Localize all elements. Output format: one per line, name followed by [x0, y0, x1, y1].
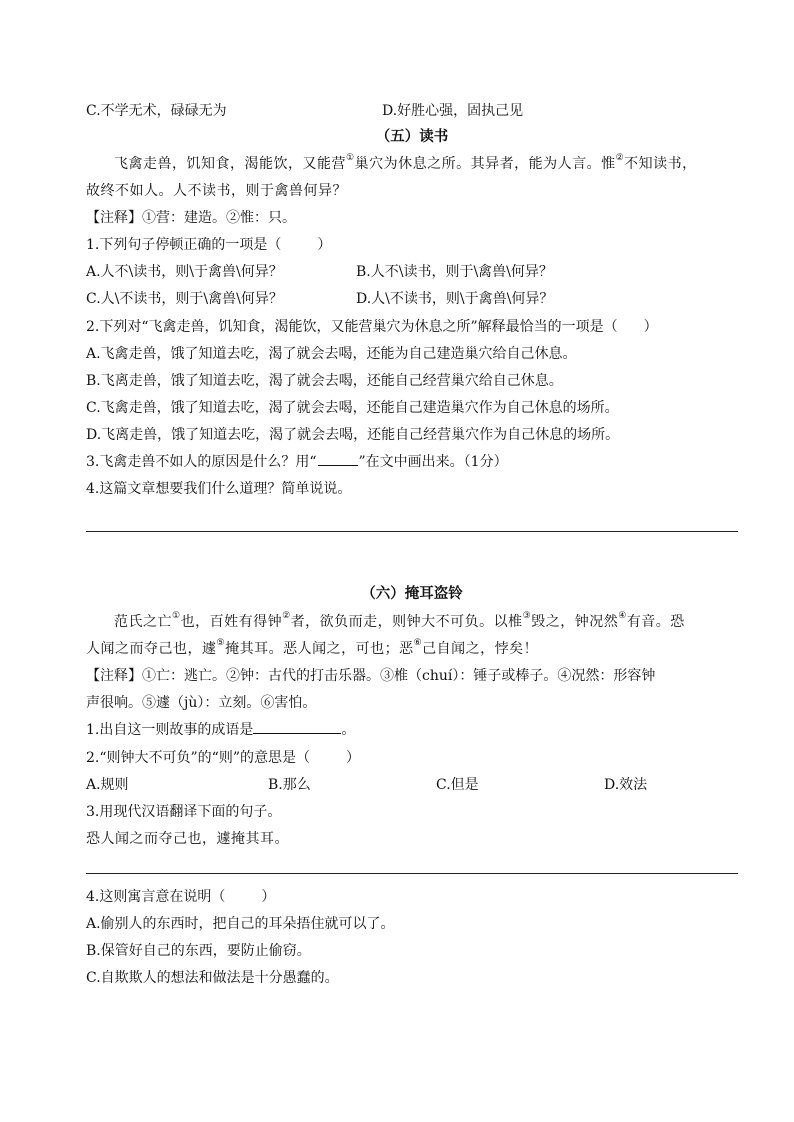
q6-4-option-c: C.自欺欺人的想法和做法是十分愚蠢的。	[86, 970, 339, 986]
q5-1-option-a: A.人不\读书，则\于禽兽\何异？	[86, 264, 283, 280]
question-5-2: 2.下列对“飞禽走兽，饥知食，渴能饮，又能营巢穴为休息之所”解释最恰当的一项是（ ）	[86, 319, 658, 335]
section-title-6: （六）掩耳盗铃	[361, 586, 463, 602]
question-6-2: 2.“则钟大不可负”的“则”的意思是（ ）	[86, 750, 360, 766]
q5-1-option-d: D.人\不读书，则\于禽兽\何异？	[356, 291, 554, 307]
section-title-5: （五）读书	[375, 129, 449, 145]
note-6-line1: 【注释】①亡：逃亡。②钟：古代的打击乐器。③椎（chuí）：锤子或棒子。④况然：形容钟	[86, 668, 656, 684]
q6-3-sentence: 恐人闻之而夺己也，遽掩其耳。	[86, 831, 289, 847]
answer-line	[86, 873, 738, 874]
q6-2-option-c: C.但是	[436, 777, 479, 793]
q6-2-option-d: D.效法	[604, 777, 648, 793]
q6-2-option-a: A.规则	[86, 777, 129, 793]
note-5: 【注释】①营：建造。②惟：只。	[86, 210, 296, 226]
question-6-4: 4.这则寓言意在说明（ ）	[86, 889, 276, 905]
question-5-4: 4.这篇文章想要我们什么道理？简单说说。	[86, 481, 352, 497]
q5-1-option-c: C.人\不读书，则于\禽兽\何异？	[86, 291, 283, 307]
q5-2-option-c: C.飞禽走兽，饿了知道去吃，渴了就会去喝，还能自己建造巢穴作为自己休息的场所。	[86, 400, 619, 416]
passage-5-line1: 飞禽走兽，饥知食，渴能饮，又能营①巢穴为休息之所。其异者，能为人言。惟②不知读书，	[114, 153, 697, 172]
question-5-3: 3.飞禽走兽不如人的原因是什么？用“ ”在文中画出来。（1分）	[86, 454, 508, 470]
question-5-1: 1.下列句子停顿正确的一项是（ ）	[86, 237, 332, 253]
q5-2-option-d: D.飞离走兽，饿了知道去吃，渴了就会去喝，还能自己经营巢穴作为自己休息的场所。	[86, 427, 620, 443]
option-d: D.好胜心强，固执己见	[382, 103, 524, 119]
passage-5-line2: 故终不如人。人不读书，则于禽兽何异？	[86, 183, 347, 199]
q6-2-option-b: B.那么	[268, 777, 311, 793]
underline-mark	[318, 453, 358, 466]
passage-6-line2: 人闻之而夺己也，遽⑤掩其耳。恶人闻之，可也；恶⑥己自闻之，悖矣！	[86, 638, 539, 657]
note-6-line2: 声很响。⑤遽（jù）：立刻。⑥害怕。	[86, 695, 317, 711]
q5-2-option-b: B.飞离走兽，饿了知道去吃，渴了就会去喝，还能自己经营巢穴给自己休息。	[86, 373, 563, 389]
q5-1-option-b: B.人不\读书，则于\禽兽\何异？	[356, 264, 553, 280]
q6-4-option-a: A.偷别人的东西时，把自己的耳朵捂住就可以了。	[86, 916, 395, 932]
q5-2-option-a: A.飞禽走兽，饿了知道去吃，渴了就会去喝，还能为自己建造巢穴给自己休息。	[86, 346, 577, 362]
q6-4-option-b: B.保管好自己的东西，要防止偷窃。	[86, 943, 311, 959]
question-6-3: 3.用现代汉语翻译下面的句子。	[86, 804, 282, 820]
passage-6-line1: 范氏之亡①也，百姓有得钟②者，欲负而走，则钟大不可负。以椎③毁之，钟况然④有音。恐	[114, 611, 685, 630]
answer-blank	[253, 721, 341, 734]
answer-line	[86, 531, 738, 532]
question-6-1: 1.出自这一则故事的成语是 。	[86, 722, 356, 738]
option-c: C.不学无术，碌碌无为	[86, 103, 227, 119]
